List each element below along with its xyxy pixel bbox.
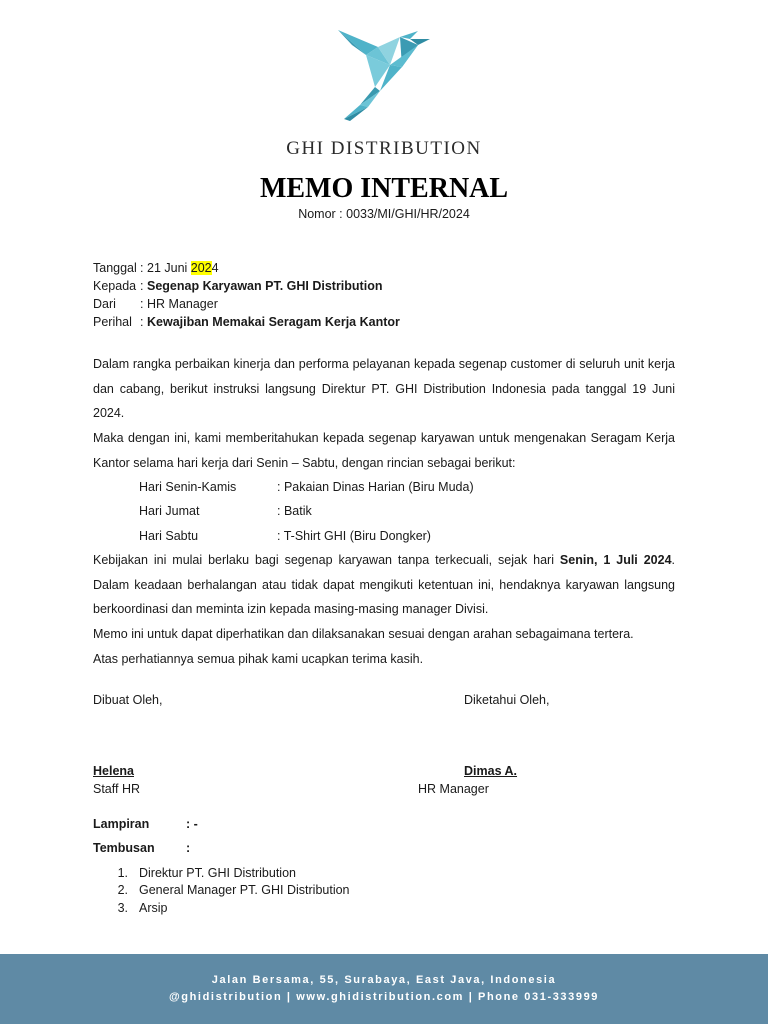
footer-address: Jalan Bersama, 55, Surabaya, East Java, Indonesia	[211, 974, 557, 986]
effective-date: Senin, 1 Juli 2024	[559, 553, 672, 567]
schedule-day: Hari Sabtu	[139, 529, 199, 543]
tanggal-label: Tanggal	[93, 261, 137, 275]
schedule-value: : Pakaian Dinas Harian (Biru Muda)	[277, 480, 474, 494]
schedule-day: Hari Jumat	[139, 504, 200, 518]
separator: :	[140, 279, 144, 293]
footer-contact: @ghidistribution | www.ghidistribution.com | Phone 031-333999	[168, 991, 600, 1003]
separator: :	[140, 297, 144, 311]
schedule-value: : T-Shirt GHI (Biru Dongker)	[277, 529, 431, 543]
memo-number: Nomor : 0033/MI/GHI/HR/2024	[298, 207, 470, 221]
list-number: 3.	[117, 901, 128, 915]
origami-bird-icon	[330, 25, 435, 125]
lampiran-label: Lampiran	[93, 817, 150, 831]
list-number: 2.	[117, 883, 128, 897]
perihal-value: Kewajiban Memakai Seragam Kerja Kantor	[147, 315, 400, 329]
schedule-day: Hari Senin-Kamis	[139, 480, 237, 494]
acknowledged-by-label: Diketahui Oleh,	[464, 693, 550, 707]
created-by-label: Dibuat Oleh,	[93, 693, 163, 707]
highlighted-text: 202	[190, 261, 212, 275]
list-text: Arsip	[139, 901, 168, 915]
dari-value: HR Manager	[147, 297, 218, 311]
footer-bar	[0, 954, 768, 1024]
signer-left-name: Helena	[93, 764, 134, 778]
list-number: 1.	[117, 866, 128, 880]
tembusan-value: :	[186, 841, 191, 855]
paragraph-intro: Dalam rangka perbaikan kinerja dan performa pelayanan kepada segenap customer di seluruh unit kerja dan cabang, berikut instruksi langsung Direktur PT. GHI Distribution Indonesia pada tanggal 19 Juni 2024.	[93, 357, 675, 420]
separator: :	[140, 315, 144, 329]
signer-left-title: Staff HR	[93, 782, 141, 796]
perihal-label: Perihal	[93, 315, 132, 329]
schedule-value: : Batik	[277, 504, 312, 518]
dari-label: Dari	[93, 297, 116, 311]
separator: :	[140, 261, 144, 275]
list-text: General Manager PT. GHI Distribution	[139, 883, 350, 897]
signer-right-title: HR Manager	[418, 782, 489, 796]
signer-right-name: Dimas A.	[464, 764, 518, 778]
paragraph-closing: Memo ini untuk dapat diperhatikan dan dilaksanakan sesuai dengan arahan sebagaimana tertera.	[93, 627, 634, 641]
paragraph-policy: Kebijakan ini mulai berlaku bagi segenap karyawan tanpa terkecuali, sejak hari Senin, 1 Juli 2024. Dalam keadaan berhalangan atau tidak dapat mengikuti ketentuan ini, hendaknya karyawan langsung berkoordinasi dan meminta izin kepada masing-masing manager Divisi.	[93, 553, 676, 616]
tembusan-label: Tembusan	[93, 841, 155, 855]
company-name: GHI DISTRIBUTION	[286, 138, 482, 159]
memo-title: MEMO INTERNAL	[259, 173, 509, 204]
kepada-label: Kepada	[93, 279, 137, 293]
kepada-value: Segenap Karyawan PT. GHI Distribution	[147, 279, 383, 293]
list-text: Direktur PT. GHI Distribution	[139, 866, 296, 880]
lampiran-value: : -	[186, 817, 198, 831]
paragraph-thanks: Atas perhatiannya semua pihak kami ucapkan terima kasih.	[93, 652, 424, 666]
tanggal-value: 21 Juni 2024	[147, 261, 219, 275]
paragraph-instruction: Maka dengan ini, kami memberitahukan kepada segenap karyawan untuk mengenakan Seragam Kerja Kantor selama hari kerja dari Senin – Sabtu, dengan rincian sebagai berikut:	[93, 431, 675, 470]
